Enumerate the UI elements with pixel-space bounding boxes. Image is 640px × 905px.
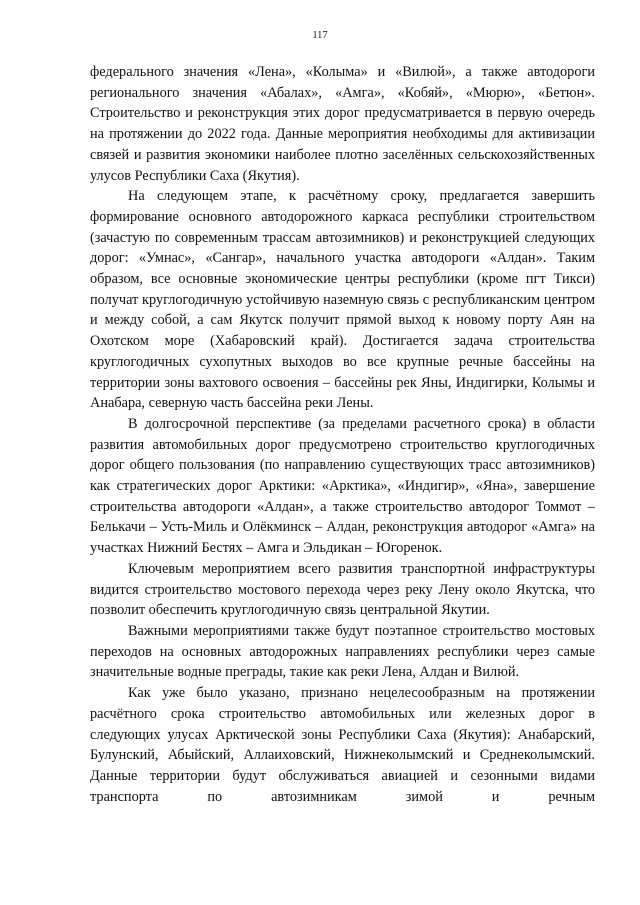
paragraph-1: федерального значения «Лена», «Колыма» и «Вилюй», а также автодороги регионального значения «Абалах», «Амга», «Кобяй», «Мюрю», «Бетюн». Строительство и реконструкция этих дорог предусматривается в первую очередь на протяжении до 2022 года. Данные мероприятия необходимы для активизации связей и развития экономики наиболее плотно заселённых сельскохозяйственных улусов Республики Саха (Якутия). bbox=[90, 64, 595, 184]
paragraph-5: Важными мероприятиями также будут поэтапное строительство мостовых переходов на основных автодорожных направлениях республики через самые значительные водные преграды, такие как реки Лена, Алдан и Вилюй. bbox=[90, 622, 595, 681]
paragraph-4: Ключевым мероприятием всего развития транспортной инфраструктуры видится строительство мостового перехода через реку Лену около Якутска, что позволит обеспечить круглогодичную связь центральной Якутии. bbox=[90, 560, 595, 619]
page-number: 117 bbox=[312, 30, 328, 41]
paragraph-2: На следующем этапе, к расчётному сроку, предлагается завершить формирование основного автодорожного каркаса республики строительством (зачастую по современным трассам автозимников) и реконструкцией следующих дорог: «Умнас», «Сангар», начального участка автодороги «Алдан». Таким образом, все основные экономические центры республики (кроме пгт Тикси) получат круглогодичную устойчивую наземную связь с республиканским центром и между собой, а сам Якутск получит прямой выход к новому порту Аян на Охотском море (Хабаровский край). Достигается задача строительства круглогодичных сухопутных выходов во все крупные речные бассейны на территории зоны вахтового освоения – бассейны рек Яны, Индигирки, Колымы и Анабара, северную часть бассейна реки Лены. bbox=[90, 188, 595, 412]
paragraph-3: В долгосрочной перспективе (за пределами расчетного срока) в области развития автомобильных дорог предусмотрено строительство круглогодичных дорог общего пользования (по направлению существующих трасс автозимников) как стратегических дорог Арктики: «Арктика», «Индигир», «Яна», завершение строительства автодороги «Алдан», а также строительство автодорог Томмот – Белькачи – Усть-Миль и Олёкминск – Алдан, реконструкция автодорог «Амга» на участках Нижний Бестях – Амга и Эльдикан – Югоренок. bbox=[90, 415, 595, 557]
paragraph-6: Как уже было указано, признано нецелесообразным на протяжении расчётного срока строительство автомобильных или железных дорог в следующих улусах Арктической зоны Республики Саха (Якутия): Анабарский, Булунский, Абыйский, Аллаиховский, Нижнеколымский и Среднеколымский. Данные территории будут обслуживаться авиацией и сезонными видами транспорта по автозимникам зимой и речным bbox=[90, 685, 595, 805]
body-text bbox=[90, 62, 595, 807]
